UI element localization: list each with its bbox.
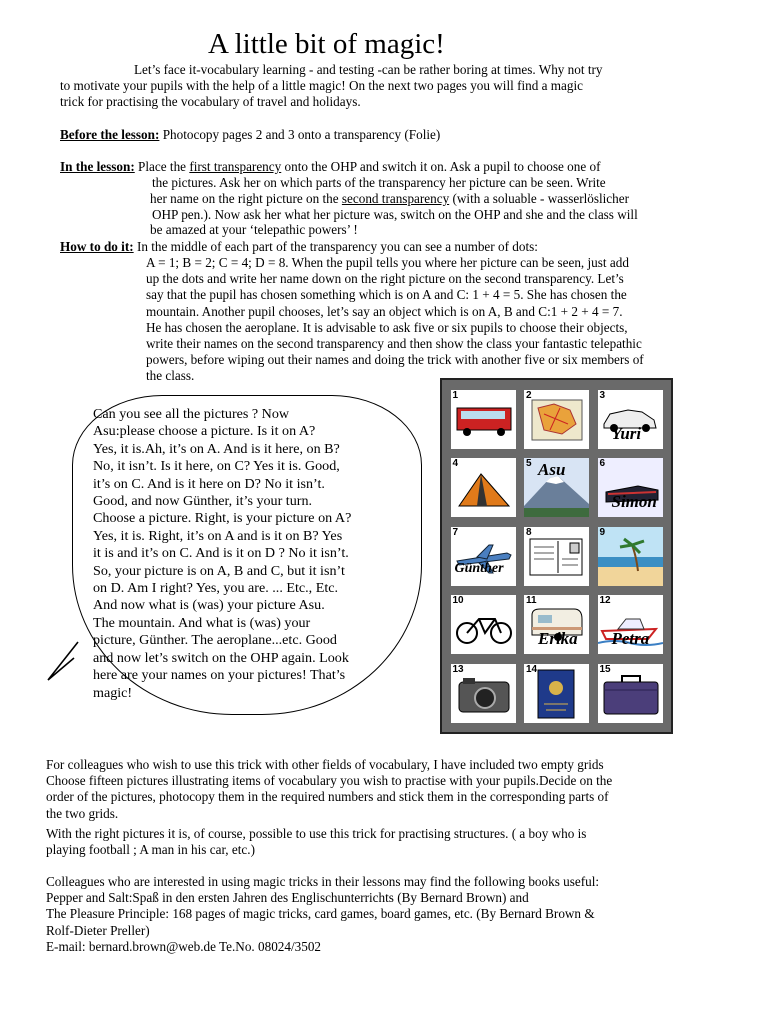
pupil-name: Asu: [538, 460, 566, 479]
grid-cell-13: [451, 664, 516, 723]
pupil-name: Simon: [611, 492, 657, 511]
in-lesson-line3a: her name on the right picture on the: [150, 191, 342, 206]
aeroplane-icon: [451, 527, 516, 586]
grid-cell-2: [524, 390, 589, 449]
books-paragraph: Colleagues who are interested in using magic tricks in their lessons may find the following books useful: Pepper and Salt:Spaß in den ersten Jahren des Englischunterrichts (By Bernard Brown) and The Pleasure Principle: 168 pages of magic tricks, card games, board games, etc. (By Bernard Brown & Rolf-Dieter Preller) E-mail: bernard.brown@web.de Te.No. 08024/3502: [46, 874, 600, 954]
postcard-icon: [524, 527, 589, 586]
in-lesson-line1: [60, 159, 601, 175]
in-lesson-line3b: (with a soluable - wasserlöslicher: [449, 191, 629, 206]
grid-cell-number: 15: [599, 663, 611, 675]
pupil-name: Günther: [454, 560, 504, 576]
grid-cell-number: 11: [526, 595, 537, 606]
grid-cell-number: 4: [452, 458, 459, 469]
in-lesson-line5: be amazed at your ‘telepathic powers’ !: [150, 222, 358, 237]
grid-cell-14: [524, 664, 589, 723]
grid-cell-8: [524, 527, 589, 586]
map-icon: [524, 390, 589, 449]
pupil-name: Yuri: [611, 423, 642, 443]
how-paragraph: A = 1; B = 2; C = 4; D = 8. When the pupil tells you where her picture can be seen, just add up the dots and write her name down on the right picture on the second transparency. Let’s say that the pupil has chosen something which is on A and C: 1 + 4 = 5. She has chosen the mountain. Another pupil chooses, let’s say an object which is on A, B and C:1 + 2 + 4 = 7. He has chosen the aeroplane. It is advisable to ask five or six pupils to choose their objects, write their names on the second transparency and then show the class your fantastic telepathic powers, before wiping out their names and doing the trick with another five or six members of the class.: [146, 255, 644, 384]
grid-cell-number: 6: [599, 458, 606, 469]
grid-cell-5: [524, 458, 589, 517]
grid-cell-number: 14: [526, 663, 538, 675]
grid-cell-1: [451, 390, 516, 449]
tent-icon: [451, 458, 516, 517]
second-transparency-text: second transparency: [341, 191, 450, 206]
how-text1: In the middle of each part of the transparency you can see a number of dots:: [133, 239, 538, 254]
grid-cell-9: [598, 527, 663, 586]
page-title: A little bit of magic!: [208, 28, 445, 60]
grid-cell-12: [598, 595, 663, 654]
grid-cell-number: 7: [452, 526, 459, 538]
grid-cell-number: 13: [452, 663, 464, 675]
grid-cell-15: [598, 664, 663, 723]
pupil-name: Petra: [611, 629, 650, 648]
how-line1: [60, 239, 538, 255]
grid-cell-number: 2: [526, 389, 532, 401]
before-lesson-text: Photocopy pages 2 and 3 onto a transparency (Folie): [159, 127, 441, 142]
grid-cell-number: 12: [599, 595, 611, 606]
beach-icon: [598, 527, 663, 586]
grid-cell-number: 10: [452, 595, 464, 606]
grid-cell-number: 8: [526, 526, 532, 538]
bus-icon: [451, 390, 516, 449]
grid-cell-number: 3: [599, 389, 606, 401]
grid-cell-number: 5: [526, 458, 532, 469]
grid-cell-7: [451, 527, 516, 586]
how-label: How to do it:: [60, 239, 134, 254]
structures-paragraph: With the right pictures it is, of course, possible to use this trick for practising structures. ( a boy who is playing football ; A man in his car, etc.): [46, 826, 587, 858]
grid-cell-6: [598, 458, 663, 517]
grid-cell-number: 1: [452, 389, 459, 401]
grid-cell-number: 9: [599, 526, 606, 538]
first-transparency-text: first transparency: [189, 159, 282, 174]
picture-grid: [440, 378, 673, 734]
grid-cell-4: [451, 458, 516, 517]
in-lesson-text2: onto the OHP and switch it on. Ask a pupil to choose one of: [281, 159, 601, 174]
in-lesson-line3: [150, 191, 629, 207]
grid-cell-11: [524, 595, 589, 654]
before-lesson-label: Before the lesson:: [60, 127, 160, 142]
bubble-dialogue: Can you see all the pictures ? Now Asu:please choose a picture. Is it on A? Yes, it is.Ah, it’s on A. And is it here, on B? No, it isn’t. Is it here, on C? Yes it is. Good, it’s on C. And is it here on D? No it isn’t. Good, and now Günther, it’s your turn. Choose a picture. Right, is your picture on A? Yes, it is. Right, it’s on A and is it on B? Yes it is and it’s on C. And is it on D ? No it isn’t. So, your picture is on A, B and C, but it isn’t on D. Am I right? Yes, you are. ... Etc., Etc. And now what is (was) your picture Asu. The mountain. And what is (was) your picture, Günther. The aeroplane...etc. Good and now let’s switch on the OHP again. Look here are your names on your pictures! That’s magic!: [93, 406, 352, 701]
intro-paragraph: Let’s face it-vocabulary learning - and testing -can be rather boring at times. Why not try to motivate your pupils with the help of a little magic! On the next two pages you will find a magic trick for practising the vocabulary of travel and holidays.: [60, 62, 603, 110]
in-lesson-text1: Place the: [134, 159, 190, 174]
before-lesson: [60, 127, 440, 143]
grid-cell-10: [451, 595, 516, 654]
grid-cell-3: [598, 390, 663, 449]
colleagues-paragraph: For colleagues who wish to use this trick with other fields of vocabulary, I have included two empty grids Choose fifteen pictures illustrating items of vocabulary you wish to practise with your pupils.Decide on the order of the pictures, photocopy them in the required numbers and stick them in the corresponding parts of the two grids.: [46, 757, 613, 821]
speech-bubble-tail: [44, 640, 80, 684]
in-lesson-line2: the pictures. Ask her on which parts of the transparency her picture can be seen. Write: [152, 175, 606, 190]
in-lesson-label: In the lesson:: [60, 159, 135, 174]
in-lesson-line4: OHP pen.). Now ask her what her picture was, switch on the OHP and she and the class will: [152, 207, 638, 222]
pupil-name: Erika: [538, 629, 578, 648]
